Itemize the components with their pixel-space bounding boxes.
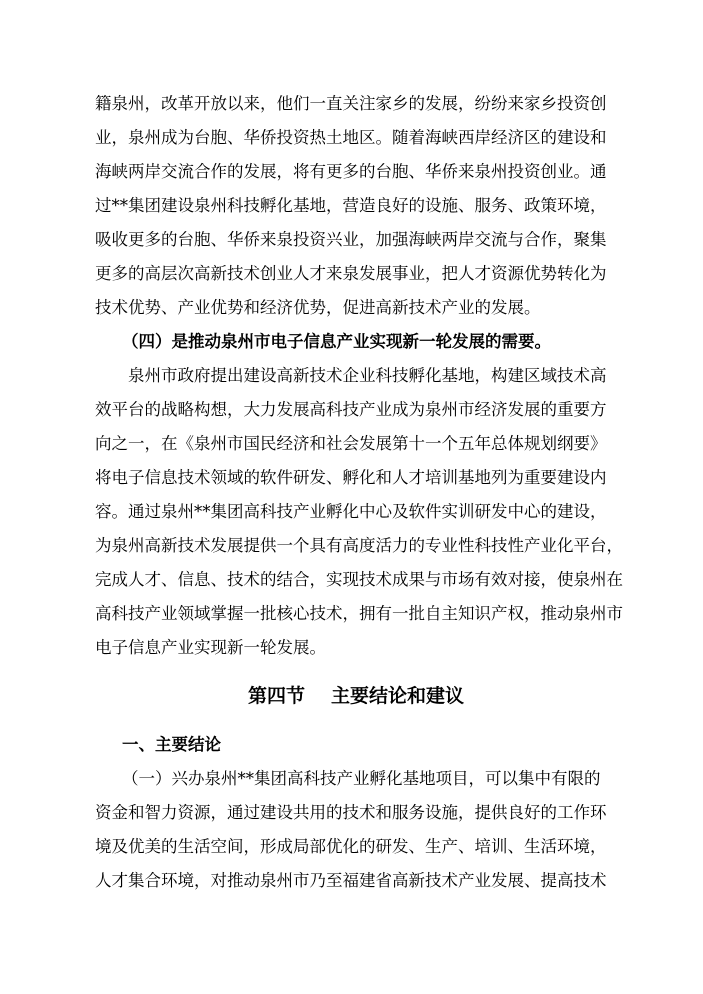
subheading-4: （四）是推动泉州市电子信息产业实现新一轮发展的需要。 <box>122 332 551 351</box>
paragraph1-line-3: 海峡两岸交流合作的发展，将有更多的台胞、华侨来泉州投资创业。通 <box>95 162 607 181</box>
paragraph1-line-6: 更多的高层次高新技术创业人才来泉发展事业，把人才资源优势转化为 <box>95 264 607 283</box>
paragraph1-line-4: 过**集团建设泉州科技孵化基地，营造良好的设施、服务、政策环境， <box>95 196 607 215</box>
section-title: 主要结论和建议 <box>331 685 465 707</box>
paragraph2-line-5: 容。通过泉州**集团高科技产业孵化中心及软件实训研发中心的建设， <box>95 502 607 521</box>
paragraph2-line-4: 将电子信息技术领域的软件研发、孵化和人才培训基地列为重要建设内 <box>95 468 607 487</box>
paragraph3-line-4: 人才集合环境，对推动泉州市乃至福建省高新技术产业发展、提高技术 <box>95 871 607 890</box>
paragraph1-line-5: 吸收更多的台胞、华侨来泉投资兴业，加强海峡两岸交流与合作，聚集 <box>95 230 607 249</box>
paragraph2-line-6: 为泉州高新技术发展提供一个具有高度活力的专业性科技性产业化平台， <box>95 536 623 555</box>
paragraph3-line-1: （一）兴办泉州**集团高科技产业孵化基地项目，可以集中有限的 <box>122 769 601 788</box>
paragraph2-line-3: 向之一，在《泉州市国民经济和社会发展第十一个五年总体规划纲要》 <box>95 434 607 453</box>
section-number: 第四节 <box>248 685 306 707</box>
paragraph2-line-2: 效平台的战略构想，大力发展高科技产业成为泉州市经济发展的重要方 <box>95 400 607 419</box>
paragraph2-line-1: 泉州市政府提出建设高新技术企业科技孵化基地，构建区域技术高 <box>128 366 607 385</box>
paragraph2-line-9: 电子信息产业实现新一轮发展。 <box>95 638 326 657</box>
paragraph1-line-1: 籍泉州，改革开放以来，他们一直关注家乡的发展，纷纷来家乡投资创 <box>95 94 607 113</box>
section-heading <box>248 684 464 708</box>
paragraph3-line-3: 境及优美的生活空间，形成局部优化的研发、生产、培训、生活环境， <box>95 837 607 856</box>
paragraph3-line-2: 资金和智力资源，通过建设共用的技术和服务设施，提供良好的工作环 <box>95 803 607 822</box>
subsection-heading: 一、主要结论 <box>122 735 221 754</box>
paragraph2-line-8: 高科技产业领域掌握一批核心技术，拥有一批自主知识产权，推动泉州市 <box>95 604 623 623</box>
paragraph1-line-7: 技术优势、产业优势和经济优势，促进高新技术产业的发展。 <box>95 298 541 317</box>
paragraph1-line-2: 业，泉州成为台胞、华侨投资热土地区。随着海峡西岸经济区的建设和 <box>95 128 607 147</box>
paragraph2-line-7: 完成人才、信息、技术的结合，实现技术成果与市场有效对接，使泉州在 <box>95 570 623 589</box>
